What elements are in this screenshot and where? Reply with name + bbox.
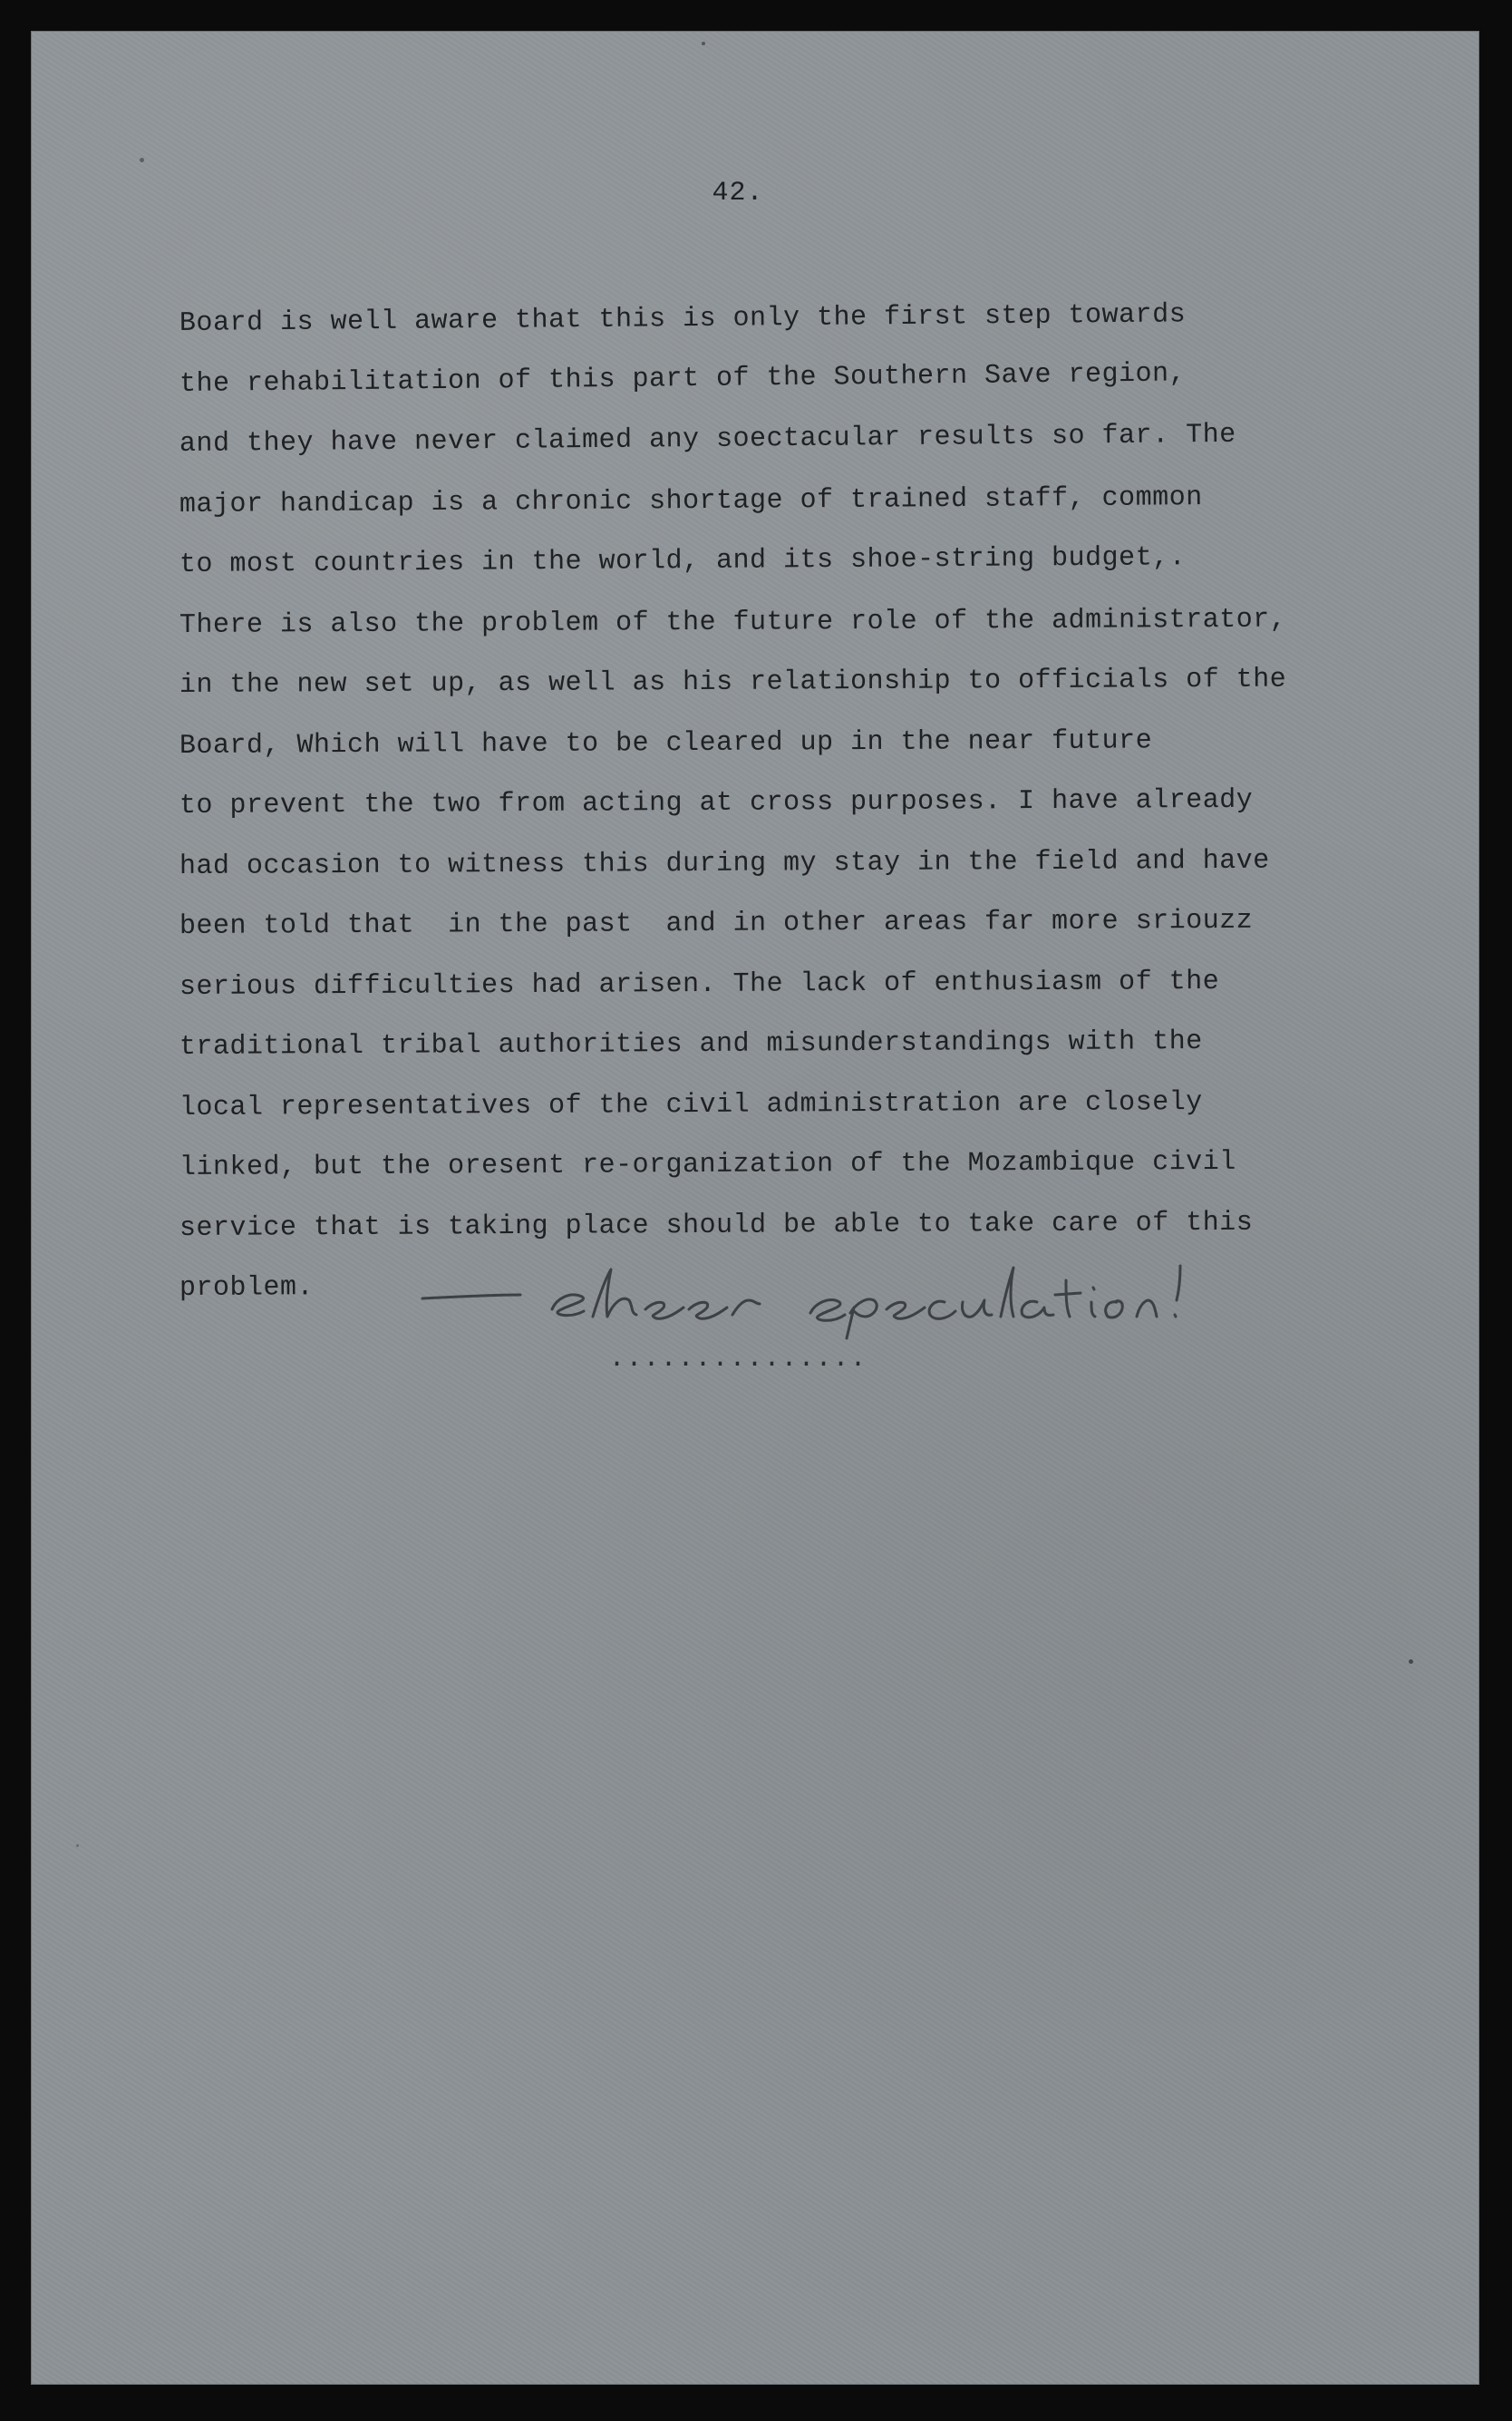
text-line: the rehabilitation of this part of the Southern Save region, <box>179 357 1187 400</box>
text-line: to most countries in the world, and its shoe-string budget,. <box>179 542 1187 580</box>
text-line: and they have never claimed any soectacular results so far. The <box>179 419 1236 460</box>
paper-speck <box>702 42 705 45</box>
paper-sheet <box>31 31 1479 2385</box>
text-line: serious difficulties had arisen. The lack of enthusiasm of the <box>179 966 1220 1003</box>
text-line: Board, Which will have to be cleared up in the near future <box>179 724 1153 762</box>
text-line: had occasion to witness this during my stay in the field and have <box>179 845 1270 882</box>
handwritten-annotation <box>421 1244 1418 1344</box>
paper-speck <box>76 1844 79 1847</box>
paper-speck <box>140 158 144 162</box>
paper-speck <box>1409 1659 1413 1664</box>
text-line: to prevent the two from acting at cross purposes. I have already <box>179 784 1254 822</box>
text-line: Board is well aware that this is only the first step towards <box>179 299 1187 339</box>
text-line: in the new set up, as well as his relationship to officials of the <box>179 664 1287 701</box>
page-number: 42. <box>712 178 764 209</box>
text-line: traditional tribal authorities and misunderstandings with the <box>179 1026 1203 1063</box>
typed-body-text <box>179 294 1430 1319</box>
text-line: linked, but the oresent re-organization of the Mozambique civil <box>179 1146 1236 1183</box>
text-line: service that is taking place should be able to take care of this <box>179 1207 1254 1244</box>
text-line: been told that in the past and in other areas far more sriouzz <box>179 905 1254 942</box>
section-separator: ............... <box>608 1344 867 1375</box>
text-line: There is also the problem of the future role of the administrator, <box>179 604 1287 641</box>
text-line: problem. <box>179 1272 315 1304</box>
text-line: local representatives of the civil administration are closely <box>179 1086 1203 1123</box>
text-line: major handicap is a chronic shortage of trained staff, common <box>179 481 1203 520</box>
